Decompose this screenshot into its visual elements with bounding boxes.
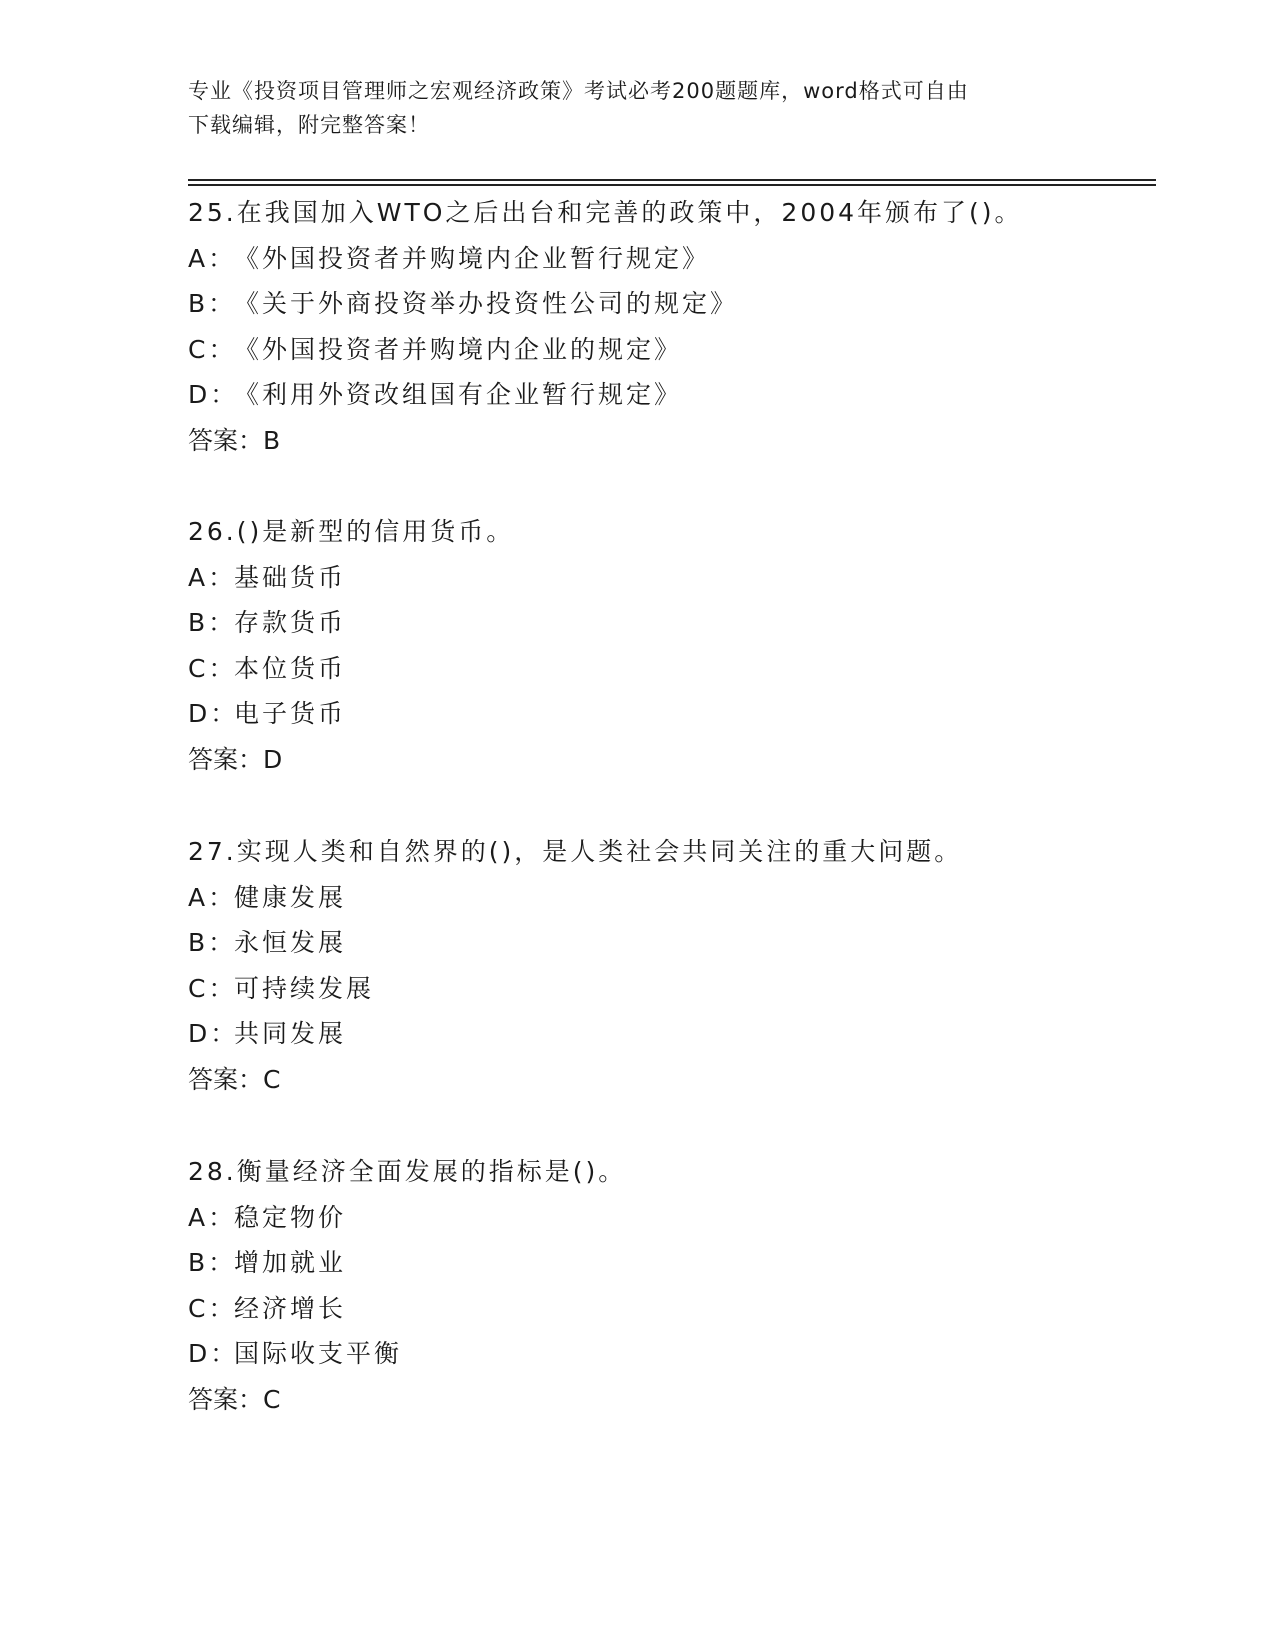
answer-label: 答案： <box>188 1384 264 1414</box>
option-text: 《外国投资者并购境内企业的规定》 <box>234 334 683 364</box>
option-text: 健康发展 <box>234 882 347 912</box>
option-key: D： <box>188 1019 239 1049</box>
answer-label: 答案： <box>188 425 264 455</box>
option-key: A： <box>188 882 237 912</box>
option-key: D： <box>188 380 239 410</box>
question-27 <box>188 829 1148 1103</box>
option-key: C： <box>188 334 237 364</box>
question-stem: 26.()是新型的信用货币。 <box>188 517 515 546</box>
option-key: B： <box>188 289 237 319</box>
option-d <box>188 372 1148 418</box>
answer-value: D <box>263 744 283 774</box>
option-key: B： <box>188 928 237 958</box>
option-text: 稳定物价 <box>234 1202 347 1232</box>
option-d <box>188 691 1148 737</box>
question-stem: 28.衡量经济全面发展的指标是()。 <box>188 1157 627 1186</box>
option-text: 《关于外商投资举办投资性公司的规定》 <box>234 289 739 319</box>
option-text: 基础货币 <box>234 562 347 592</box>
option-text: 电子货币 <box>234 699 347 729</box>
option-key: A： <box>188 243 237 273</box>
option-a <box>188 555 1148 601</box>
option-key: D： <box>188 699 239 729</box>
answer-label: 答案： <box>188 1064 264 1094</box>
option-key: B： <box>188 1248 237 1278</box>
option-key: A： <box>188 1202 237 1232</box>
answer-line <box>188 1057 1148 1103</box>
option-b <box>188 281 1148 327</box>
question-26 <box>188 509 1148 783</box>
document-header <box>188 74 1088 142</box>
option-text: 存款货币 <box>234 608 347 638</box>
option-c <box>188 966 1148 1012</box>
option-key: D： <box>188 1339 239 1369</box>
answer-label: 答案： <box>188 744 264 774</box>
option-text: 可持续发展 <box>234 973 375 1003</box>
answer-value: C <box>263 1064 281 1094</box>
option-a <box>188 1195 1148 1241</box>
answer-line <box>188 418 1148 464</box>
answer-line <box>188 1377 1148 1423</box>
option-text: 《利用外资改组国有企业暂行规定》 <box>234 380 683 410</box>
option-key: B： <box>188 608 237 638</box>
header-line-2: 下载编辑，附完整答案！ <box>188 113 430 137</box>
option-c <box>188 1286 1148 1332</box>
header-rule-top <box>188 179 1156 181</box>
option-text: 增加就业 <box>234 1248 347 1278</box>
option-text: 《外国投资者并购境内企业暂行规定》 <box>234 243 711 273</box>
option-b <box>188 600 1148 646</box>
option-d <box>188 1331 1148 1377</box>
header-line-1: 专业《投资项目管理师之宏观经济政策》考试必考200题题库，word格式可自由 <box>188 79 969 103</box>
answer-line <box>188 737 1148 783</box>
option-text: 国际收支平衡 <box>234 1339 403 1369</box>
option-key: C： <box>188 1293 237 1323</box>
option-text: 永恒发展 <box>234 928 347 958</box>
answer-value: C <box>263 1384 281 1414</box>
question-25 <box>188 190 1148 464</box>
option-b <box>188 920 1148 966</box>
option-b <box>188 1240 1148 1286</box>
question-stem: 25.在我国加入WTO之后出台和完善的政策中，2004年颁布了()。 <box>188 198 1023 227</box>
option-text: 经济增长 <box>234 1293 347 1323</box>
option-a <box>188 236 1148 282</box>
option-key: C： <box>188 653 237 683</box>
option-c <box>188 646 1148 692</box>
option-text: 共同发展 <box>234 1019 347 1049</box>
option-key: C： <box>188 973 237 1003</box>
option-a <box>188 875 1148 921</box>
header-rule-bottom <box>188 184 1156 186</box>
question-stem: 27.实现人类和自然界的()，是人类社会共同关注的重大问题。 <box>188 837 963 866</box>
question-28 <box>188 1149 1148 1423</box>
option-key: A： <box>188 562 237 592</box>
option-text: 本位货币 <box>234 653 347 683</box>
option-d <box>188 1011 1148 1057</box>
answer-value: B <box>263 425 281 455</box>
option-c <box>188 327 1148 373</box>
